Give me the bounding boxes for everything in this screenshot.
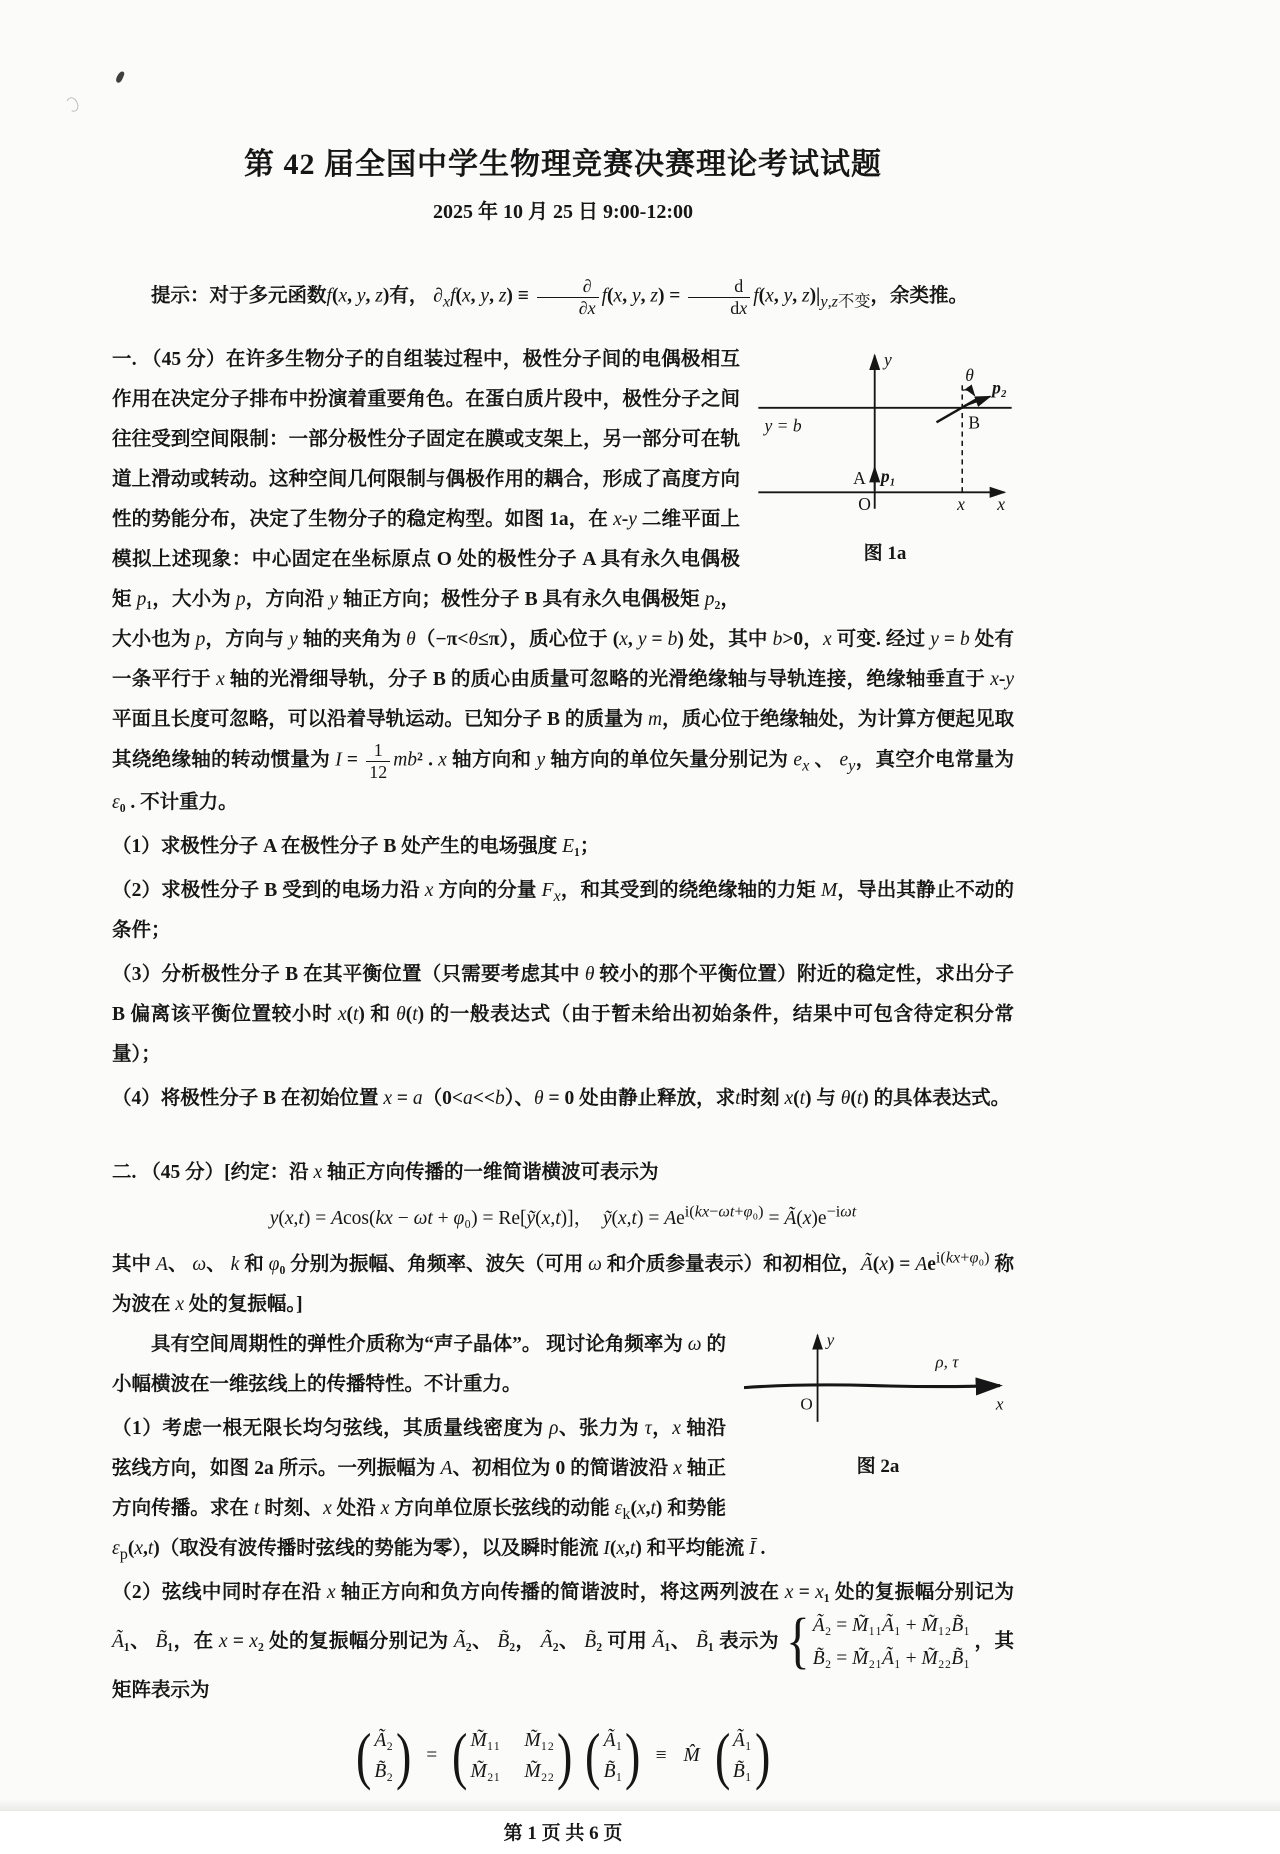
rhs-vector bbox=[712, 1720, 773, 1792]
x-axis-label: x bbox=[995, 1394, 1004, 1414]
problem2-item-2 bbox=[112, 1573, 1014, 1712]
vector-entry: Ã₁ bbox=[732, 1729, 752, 1751]
transfer-matrix bbox=[449, 1720, 575, 1792]
cases-row-1: Ã₂ = M̃₁₁Ã₁ + M̃₁₂B̃₁ bbox=[812, 1614, 971, 1636]
problem2-item-1: （1）考虑一根无限长均匀弦线，其质量线密度为 ρ、张力为 τ，x 轴沿弦线方向，如图 2a 所示。一列振幅为 A、初相位为 0 的简谐波沿 x 轴正方向传播。求在 t 时刻、x 处沿 x 方向单位原长弦线的动能 $\varepsilon_k(x,t)$ 和势能 $\varepsilon_p(x,t)$（取没有波传播时弦线的势能为零），以及瞬时能流 I(x,t) 和平均能流 Ī . bbox=[112, 1417, 766, 1563]
theta-label: θ bbox=[965, 365, 974, 386]
problem2-header: 二. （45 分）[约定：沿 x 轴正方向传播的一维简谐横波可表示为 bbox=[112, 1161, 659, 1183]
equiv-sign: ≡ bbox=[655, 1744, 667, 1766]
p2-label: p₂ bbox=[992, 377, 1007, 398]
figure-2a bbox=[742, 1325, 1014, 1487]
x-position-label: x bbox=[957, 494, 965, 515]
y-axis-label: y bbox=[883, 349, 892, 370]
figure-2a-diagram bbox=[742, 1325, 1014, 1430]
document-content bbox=[112, 146, 1014, 1854]
molecule-a-label: A bbox=[853, 468, 866, 489]
vector-entry: Ã₂ bbox=[374, 1729, 394, 1751]
item2-tail: ，其矩阵表示为 bbox=[112, 1630, 1014, 1702]
right-paren: ) bbox=[557, 1720, 573, 1792]
figure-1a-caption: 图 1a bbox=[863, 543, 907, 565]
string-params-label: ρ, τ bbox=[935, 1351, 959, 1371]
figure-1a-diagram bbox=[756, 344, 1014, 517]
p1-label: p₁ bbox=[880, 466, 896, 487]
matrix-entry: M̃₁₁ bbox=[470, 1729, 501, 1751]
hint-line: 提示：对于多元函数f(x, y, z)有， $\partial_xf(x$, y, z) ≡ $\frac{\partial}{\partial x}$ f(x, y, z) = $\frac{d}{dx}$ f(x, y, $z)|_{y,z不变}$，余类推。 bbox=[151, 276, 968, 318]
matrix-equation bbox=[112, 1720, 1014, 1792]
problem2-params: 其中 A、 ω、 k 和 φ₀ 分别为振幅、角频率、波矢（可用 ω 和介质参量表示）和初相位，Ã(x) = $Ae^{i(kx+\varphi_0)}$ 称为波在 x 处的复振幅。] bbox=[112, 1248, 1014, 1315]
right-paren: ) bbox=[625, 1720, 641, 1792]
matrix-entry: M̃₁₂ bbox=[524, 1729, 555, 1751]
right-paren: ) bbox=[754, 1720, 770, 1792]
equals-sign: = bbox=[426, 1744, 438, 1766]
m-hat-symbol: M̂ bbox=[683, 1744, 700, 1766]
figure-2a-caption: 图 2a bbox=[856, 1455, 900, 1477]
y-axis-label: y bbox=[826, 1329, 835, 1349]
left-paren: ( bbox=[714, 1720, 730, 1792]
figure-1a bbox=[756, 344, 1014, 574]
wave-equation: y(x,t) = Acos(kx − ωt + φ₀) = Re[ỹ(x,t)]， ỹ(x,t) = $Ae^{i(kx-\omega t+\varphi_0)}$ = $Ã(x)e^{-i\omega t}$ bbox=[269, 1202, 857, 1229]
problem1-intro: 一. （45 分）在许多生物分子的自组装过程中，极性分子间的电偶极相互作用在决定分子排布中扮演着重要角色。在蛋白质片段中，极性分子之间往往受到空间限制：一部分极性分子固定在膜或支架上，另一部分可在轨道上滑动或转动。这种空间几何限制与偶极作用的耦合，形成了高度方向性的势能分布，决定了生物分子的稳定构型。如图 1a，在 x-y 二维平面上模拟上述现象：中心固定在坐标原点 O 处的极性分子 A 具有永久电偶极矩 p₁，大小为 p，方向沿 y 轴正方向；极性分子 B 具有永久电偶极矩 p₂，大小也为 p，方向与 y 轴的夹角为 θ（−π<θ≤π），质心位于 (x, y = b) 处，其中 b>0，x 可变. 经过 y = b 处有一条平行于 x 轴的光滑细导轨，分子 B 的质心由质量可忽略的光滑绝缘轴与导轨连接，绝缘轴垂直于 x-y 平面且长度可忽略，可以沿着导轨运动。已知分子 B 的质量为 m，质心位于绝缘轴处，为计算方便起见取其绕绝缘轴的转动惯量为 I = $\frac{1}{12}$ mb² . x 轴方向和 y 轴方向的单位矢量分别记为 $e_x$ 、 $e_y$，真空介电常量为 ε₀ . 不计重力。 bbox=[112, 349, 1014, 813]
matrix-entry: M̃₂₂ bbox=[524, 1761, 555, 1783]
left-paren: ( bbox=[585, 1720, 601, 1792]
pen-mark bbox=[115, 70, 125, 83]
x-axis-label: x bbox=[997, 494, 1006, 515]
problem-1 bbox=[112, 340, 1014, 1118]
molecule-b-label: B bbox=[968, 412, 981, 433]
vector-entry: B̃₁ bbox=[732, 1761, 752, 1783]
matrix-entry: M̃₂₁ bbox=[470, 1761, 501, 1783]
vector-entry: Ã₁ bbox=[603, 1729, 623, 1751]
pen-mark bbox=[64, 95, 80, 113]
left-brace: { bbox=[785, 1606, 810, 1675]
left-paren: ( bbox=[452, 1720, 468, 1792]
origin-label: O bbox=[858, 494, 871, 515]
vector-entry: B̃₁ bbox=[603, 1761, 623, 1783]
scan-edge-shadow bbox=[0, 1799, 1280, 1811]
cases-block bbox=[783, 1606, 971, 1675]
item2-lead: （2）弦线中同时存在沿 x 轴正方向和负方向传播的简谐波时，将这两列波在 x = x₁ 处的复振幅分别记为 Ã₁、 B̃₁，在 x = x₂ 处的复振幅分别记为 Ã₂、 B̃₂， Ã₂、 B̃₂ 可用 Ã₁、 B̃₁ 表示为 bbox=[112, 1581, 1014, 1652]
problem1-item-3: （3）分析极性分子 B 在其平衡位置（只需要考虑其中 θ 较小的那个平衡位置）附近的稳定性，求出分子 B 偏离该平衡位置较小时 x(t) 和 θ(t) 的一般表达式（由于暂未给出初始条件，结果中可包含待定积分常量）； bbox=[112, 963, 1014, 1065]
problem1-item-1: （1）求极性分子 A 在极性分子 B 处产生的电场强度 E₁； bbox=[112, 835, 600, 857]
theta-arc bbox=[962, 390, 974, 396]
rail-label: y = b bbox=[764, 415, 802, 436]
problem2-paragraph: 具有空间周期性的弹性介质称为“声子晶体”。 现讨论角频率为 ω 的小幅横波在一维弦线上的传播特性。不计重力。 bbox=[112, 1333, 726, 1395]
string-line bbox=[744, 1384, 1000, 1387]
page-number: 第 1 页 共 6 页 bbox=[503, 1822, 623, 1844]
origin-label: O bbox=[800, 1394, 813, 1414]
lhs-vector bbox=[353, 1720, 414, 1792]
cases-row-2: B̃₂ = M̃₂₁Ã₁ + M̃₂₂B̃₁ bbox=[812, 1647, 971, 1669]
rhs-vector bbox=[582, 1720, 643, 1792]
problem1-item-2: （2）求极性分子 B 受到的电场力沿 x 方向的分量 $F_x$，和其受到的绕绝缘轴的力矩 M，导出其静止不动的条件； bbox=[112, 879, 1014, 941]
exam-datetime: 2025 年 10 月 25 日 9:00-12:00 bbox=[433, 201, 693, 223]
right-paren: ) bbox=[396, 1720, 412, 1792]
problem1-item-4: （4）将极性分子 B 在初始位置 x = a（0<a<<b）、θ = 0 处由静止释放，求t时刻 x(t) 与 θ(t) 的具体表达式。 bbox=[112, 1087, 1011, 1109]
page-title: 第 42 届全国中学生物理竞赛决赛理论考试试题 bbox=[244, 148, 882, 181]
left-paren: ( bbox=[356, 1720, 372, 1792]
problem-2 bbox=[112, 1153, 1014, 1792]
vector-entry: B̃₂ bbox=[374, 1761, 394, 1783]
